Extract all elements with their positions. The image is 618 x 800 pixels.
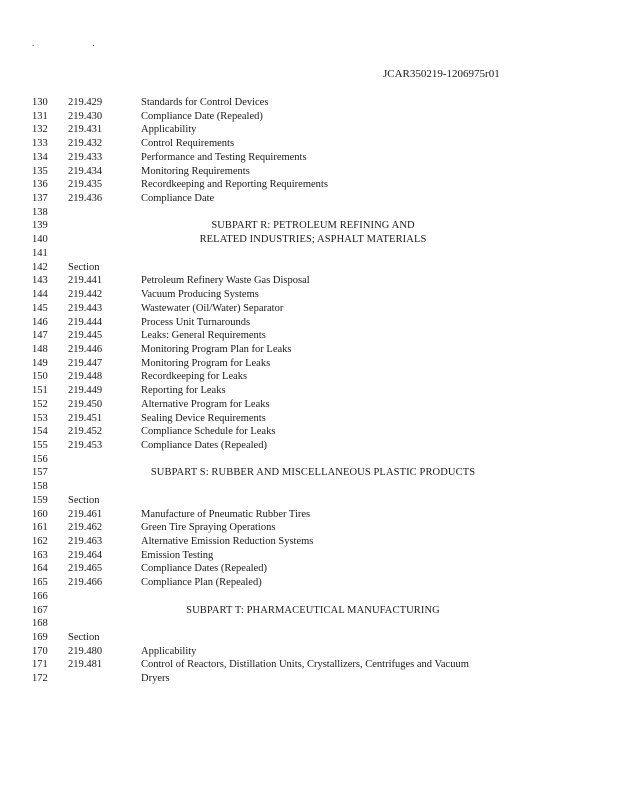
section-title: Wastewater (Oil/Water) Separator: [141, 302, 284, 314]
section-number: 219.432: [68, 138, 103, 150]
document-line: [0, 370, 618, 384]
line-number: 144: [32, 289, 48, 301]
line-number: 136: [32, 179, 48, 191]
line-number: 131: [32, 110, 48, 122]
line-number: 130: [32, 97, 48, 108]
document-line: [0, 494, 618, 508]
document-line: [0, 274, 618, 288]
subpart-heading-line: [0, 604, 618, 618]
document-line: [0, 439, 618, 453]
line-number: 165: [32, 577, 48, 589]
line-number: 138: [32, 206, 48, 218]
section-title: Performance and Testing Requirements: [141, 151, 307, 163]
line-number: 162: [32, 536, 48, 547]
line-number: 146: [32, 316, 48, 328]
document-line: [0, 521, 618, 535]
section-title: Emission Testing: [141, 549, 214, 561]
section-number: 219.465: [68, 563, 103, 575]
section-number: 219.481: [68, 659, 103, 671]
document-line: [0, 110, 618, 124]
line-number: 145: [32, 302, 48, 314]
section-number: 219.435: [68, 179, 103, 191]
line-number: 148: [32, 343, 48, 355]
document-line: [0, 329, 618, 343]
document-line: [0, 302, 618, 316]
document-line: [0, 658, 618, 672]
document-line: [0, 288, 618, 302]
scan-marks: . .: [32, 38, 123, 48]
document-line: [0, 178, 618, 192]
section-number: 219.461: [68, 508, 103, 520]
subpart-heading: SUBPART S: RUBBER AND MISCELLANEOUS PLASTIC PRODUCTS: [150, 467, 476, 479]
section-title: Control of Reactors, Distillation Units, Crystallizers, Centrifuges and Vacuum: [141, 659, 469, 671]
document-line: [0, 192, 618, 206]
document-line: [0, 123, 618, 137]
document-line: [0, 631, 618, 645]
section-title: Applicability: [141, 645, 197, 657]
line-number: 132: [32, 124, 48, 136]
section-number: 219.445: [68, 330, 103, 342]
section-number: 219.433: [68, 151, 103, 163]
line-number: 152: [32, 398, 48, 410]
document-line: [0, 453, 618, 467]
subpart-heading-line: [0, 466, 618, 480]
line-number: 139: [32, 220, 48, 232]
section-title: Green Tire Spraying Operations: [141, 522, 276, 534]
section-number: 219.464: [68, 549, 103, 561]
line-number: 164: [32, 563, 48, 575]
document-line: [0, 398, 618, 412]
line-number: 143: [32, 275, 48, 287]
line-number: 163: [32, 549, 48, 561]
document-line: [0, 672, 618, 686]
document-line: [0, 384, 618, 398]
line-number: 160: [32, 508, 48, 520]
line-number: 154: [32, 426, 48, 438]
section-title: Compliance Date (Repealed): [141, 110, 263, 122]
document-line: [0, 316, 618, 330]
section-title: Compliance Plan (Repealed): [141, 577, 262, 589]
section-number: 219.434: [68, 165, 103, 177]
section-number: 219.448: [68, 371, 103, 383]
section-title: Recordkeeping for Leaks: [141, 371, 248, 383]
document-line: [0, 617, 618, 631]
section-title: Manufacture of Pneumatic Rubber Tires: [141, 508, 311, 520]
section-number: 219.449: [68, 385, 103, 397]
line-number: 137: [32, 193, 48, 205]
line-number: 170: [32, 645, 48, 657]
section-title: Applicability: [141, 124, 197, 136]
document-line: [0, 343, 618, 357]
section-title: Alternative Emission Reduction Systems: [141, 536, 314, 547]
section-title: Recordkeeping and Reporting Requirements: [141, 179, 328, 191]
document-id: JCAR350219-1206975r01: [383, 68, 500, 80]
section-title: Leaks: General Requirements: [141, 330, 266, 342]
line-number: 140: [32, 234, 48, 246]
section-number: 219.466: [68, 577, 103, 589]
section-title: Compliance Schedule for Leaks: [141, 426, 276, 438]
line-number: 168: [32, 618, 48, 630]
section-number: 219.431: [68, 124, 103, 136]
section-number: 219.443: [68, 302, 103, 314]
section-number: 219.436: [68, 193, 103, 205]
line-number: 167: [32, 604, 48, 616]
document-line: [0, 590, 618, 604]
document-line: [0, 247, 618, 261]
section-number: 219.430: [68, 110, 103, 122]
subpart-heading-line: [0, 219, 618, 233]
section-title: Compliance Date: [141, 193, 215, 205]
section-title: Alternative Program for Leaks: [141, 398, 270, 410]
document-line: [0, 535, 618, 549]
line-number: 155: [32, 439, 48, 451]
section-number: 219.450: [68, 398, 103, 410]
section-title: Dryers: [141, 673, 170, 685]
section-title: Petroleum Refinery Waste Gas Disposal: [141, 275, 310, 287]
section-number: 219.452: [68, 426, 103, 438]
line-number: 142: [32, 261, 48, 273]
line-number: 172: [32, 673, 48, 685]
section-number: 219.463: [68, 536, 103, 547]
line-number: 141: [32, 247, 48, 259]
document-line: [0, 206, 618, 220]
line-number: 166: [32, 590, 48, 602]
section-number: 219.429: [68, 97, 103, 108]
document-line: [0, 549, 618, 563]
document-line: [0, 508, 618, 522]
document-line: [0, 261, 618, 275]
line-number: 149: [32, 357, 48, 369]
document-line: [0, 480, 618, 494]
section-title: Monitoring Requirements: [141, 165, 250, 177]
line-number: 169: [32, 632, 48, 644]
line-number: 159: [32, 494, 48, 506]
section-title: Reporting for Leaks: [141, 385, 226, 397]
line-number: 156: [32, 453, 48, 465]
document-line: [0, 357, 618, 371]
line-number: 161: [32, 522, 48, 534]
subpart-heading: SUBPART T: PHARMACEUTICAL MANUFACTURING: [186, 604, 440, 616]
section-number: 219.447: [68, 357, 103, 369]
section-number: 219.444: [68, 316, 103, 328]
section-title: Control Requirements: [141, 138, 235, 150]
line-number: 157: [32, 467, 48, 479]
subpart-heading: SUBPART R: PETROLEUM REFINING AND: [211, 220, 415, 232]
section-number: 219.480: [68, 645, 103, 657]
document-line: [0, 137, 618, 151]
line-number: 147: [32, 330, 48, 342]
section-title: Standards for Control Devices: [141, 97, 269, 108]
section-number: 219.441: [68, 275, 103, 287]
subpart-heading: RELATED INDUSTRIES; ASPHALT MATERIALS: [199, 234, 427, 246]
section-title: Process Unit Turnarounds: [141, 316, 251, 328]
line-number: 135: [32, 165, 48, 177]
section-number: 219.462: [68, 522, 103, 534]
line-number: 134: [32, 151, 48, 163]
line-number: 133: [32, 138, 48, 150]
section-number: Section: [68, 261, 100, 273]
document-line: [0, 645, 618, 659]
subpart-heading-line: [0, 233, 618, 247]
document-line: [0, 165, 618, 179]
section-title: Monitoring Program for Leaks: [141, 357, 271, 369]
document-line: [0, 412, 618, 426]
document-line: [0, 562, 618, 576]
section-number: 219.442: [68, 289, 103, 301]
document-lines: [0, 96, 618, 686]
document-line: [0, 151, 618, 165]
section-number: 219.446: [68, 343, 103, 355]
document-line: [0, 96, 618, 110]
document-line: [0, 576, 618, 590]
section-title: Compliance Dates (Repealed): [141, 439, 267, 451]
section-number: 219.451: [68, 412, 103, 424]
section-title: Monitoring Program Plan for Leaks: [141, 343, 292, 355]
section-number: 219.453: [68, 439, 103, 451]
line-number: 153: [32, 412, 48, 424]
line-number: 150: [32, 371, 48, 383]
section-title: Sealing Device Requirements: [141, 412, 266, 424]
section-number: Section: [68, 494, 100, 506]
document-line: [0, 425, 618, 439]
line-number: 158: [32, 481, 48, 493]
section-title: Vacuum Producing Systems: [141, 289, 259, 301]
section-number: Section: [68, 632, 100, 644]
line-number: 151: [32, 385, 48, 397]
section-title: Compliance Dates (Repealed): [141, 563, 267, 575]
line-number: 171: [32, 659, 48, 671]
